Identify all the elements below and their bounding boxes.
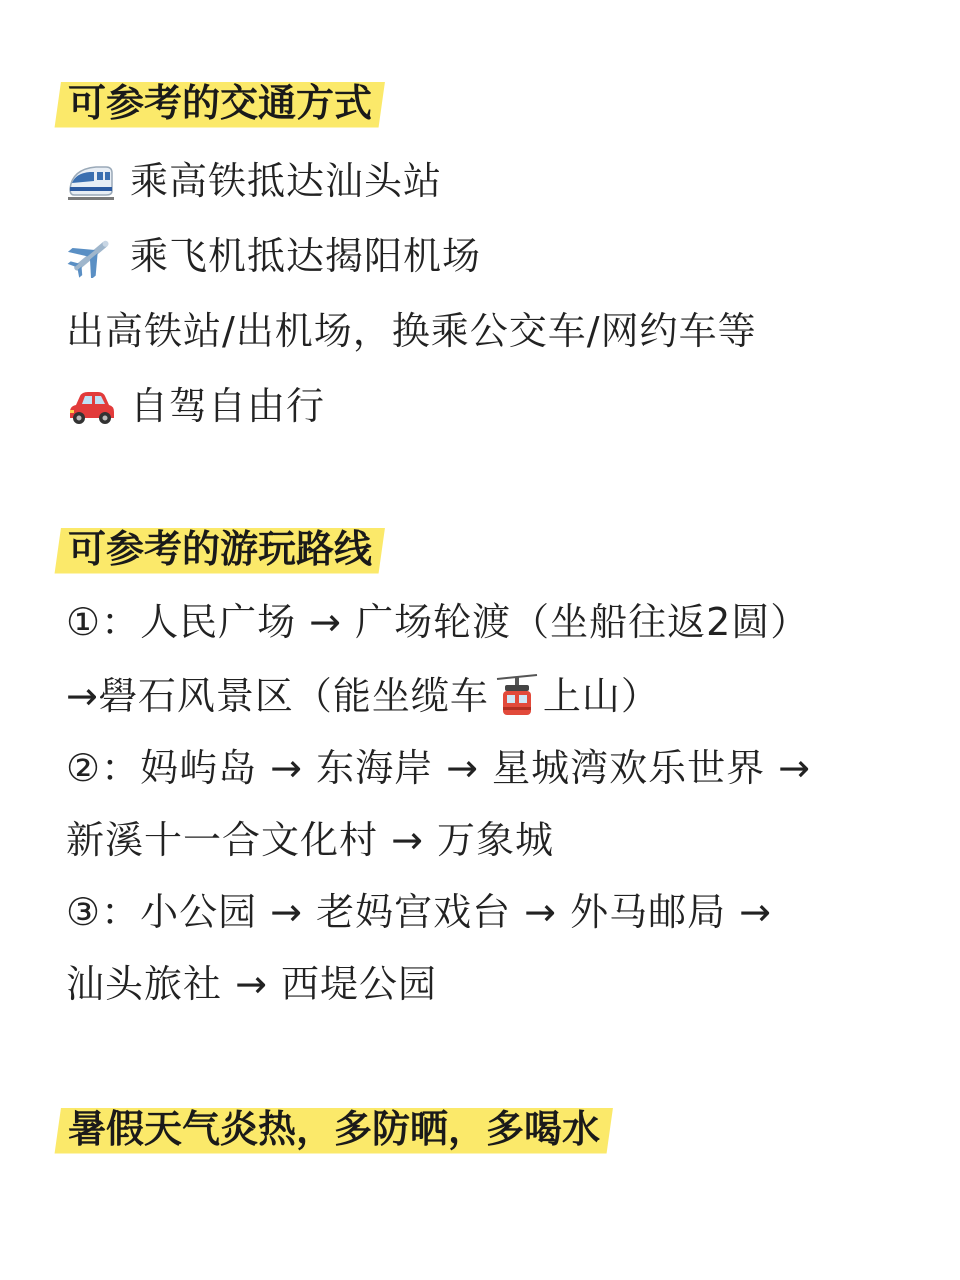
- section-heading-tip: [54, 1100, 614, 1158]
- route-line-2: [66, 671, 660, 721]
- route-line-3: [66, 743, 811, 793]
- section-heading-routes-text: 可参考的游玩路线: [68, 527, 373, 571]
- route-line-5: [66, 887, 772, 937]
- section-heading-transport: [54, 74, 386, 132]
- route-line-1: [66, 597, 809, 647]
- cable-car-icon: [495, 673, 539, 719]
- route-line-4-text: 新溪十一合文化村 → 万象城: [66, 818, 554, 862]
- transport-item-car: [66, 381, 325, 431]
- transport-item-transfer: [66, 306, 757, 356]
- route-line-6-text: 汕头旅社 → 西堤公园: [66, 962, 437, 1006]
- transport-item-train-text: 乘高铁抵达汕头站: [130, 159, 443, 203]
- airplane-icon: [66, 234, 116, 278]
- transport-item-train: [66, 156, 442, 206]
- transport-item-transfer-text: 出高铁站/出机场，换乘公交车/网约车等: [66, 309, 757, 353]
- route-line-2-cont-text: 上山）: [542, 674, 660, 718]
- route-line-6: [66, 959, 437, 1009]
- section-heading-routes: [54, 520, 386, 578]
- train-icon: [66, 159, 116, 203]
- transport-item-plane-text: 乘飞机抵达揭阳机场: [130, 234, 482, 278]
- section-heading-tip-text: 暑假天气炎热，多防晒，多喝水: [68, 1107, 601, 1151]
- section-heading-transport-text: 可参考的交通方式: [68, 81, 373, 125]
- car-icon: [66, 384, 116, 428]
- transport-item-car-text: 自驾自由行: [130, 384, 326, 428]
- route-line-3-text: ②：妈屿岛 → 东海岸 → 星城湾欢乐世界 →: [66, 746, 811, 790]
- route-line-1-text: ①：人民广场 → 广场轮渡（坐船往返2圆）: [66, 600, 810, 644]
- transport-item-plane: [66, 231, 481, 281]
- route-line-5-text: ③：小公园 → 老妈宫戏台 → 外马邮局 →: [66, 890, 772, 934]
- route-line-4: [66, 815, 554, 865]
- route-line-2-text: →礐石风景区（能坐缆车: [66, 674, 489, 718]
